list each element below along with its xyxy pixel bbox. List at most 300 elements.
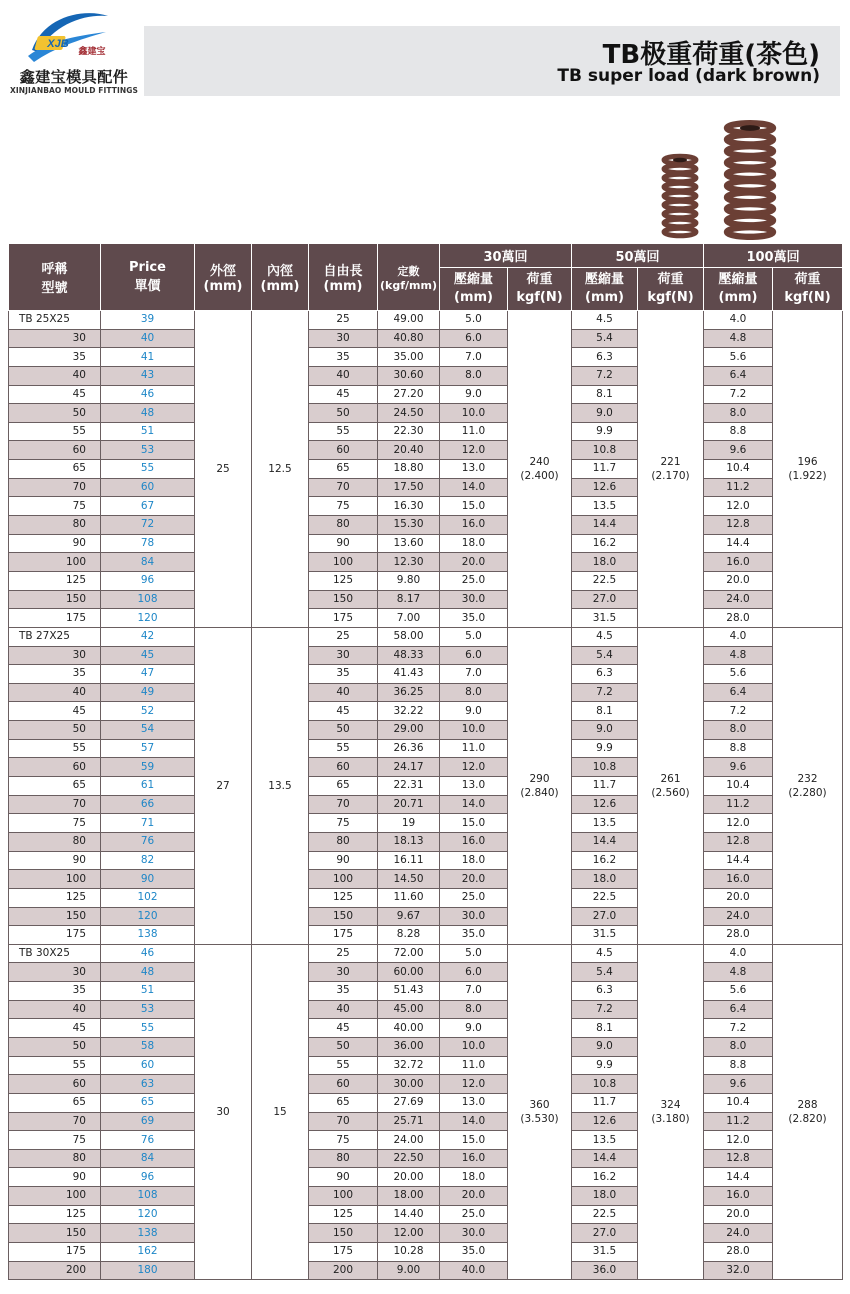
cell-deflection-30: 7.0 [440,665,508,684]
table-row [9,888,843,907]
cell-outer-diameter: 25 [195,311,252,628]
cell-deflection-50: 22.5 [572,888,638,907]
table-row [9,870,843,889]
cell-model: 100 [9,553,101,572]
cell-price: 52 [101,702,195,721]
cell-deflection-50: 4.5 [572,311,638,330]
cell-deflection-50: 6.3 [572,665,638,684]
cell-model: TB 25X25 [9,311,101,330]
cell-model: 40 [9,1000,101,1019]
table-row [9,1000,843,1019]
cell-price: 108 [101,590,195,609]
cell-free-length: 40 [309,1000,378,1019]
cell-deflection-30: 16.0 [440,1149,508,1168]
cell-deflection-50: 13.5 [572,814,638,833]
cell-price: 108 [101,1187,195,1206]
cell-constant: 35.00 [378,348,440,367]
cell-price: 138 [101,1224,195,1243]
cell-deflection-30: 25.0 [440,888,508,907]
cell-free-length: 75 [309,814,378,833]
col-header-model: 呼稱 型號 [9,244,101,311]
cell-constant: 22.50 [378,1149,440,1168]
cell-deflection-50: 4.5 [572,627,638,646]
cell-price: 48 [101,963,195,982]
cell-deflection-30: 35.0 [440,1243,508,1262]
cell-deflection-50: 7.2 [572,366,638,385]
cell-model: 100 [9,1187,101,1206]
cell-deflection-100: 28.0 [704,1243,773,1262]
table-row [9,1037,843,1056]
cell-free-length: 90 [309,534,378,553]
cell-deflection-30: 20.0 [440,553,508,572]
cell-model: 50 [9,404,101,423]
cell-deflection-100: 14.4 [704,1168,773,1187]
cell-constant: 20.71 [378,795,440,814]
cell-deflection-100: 10.4 [704,460,773,479]
cell-deflection-100: 5.6 [704,982,773,1001]
cell-price: 51 [101,982,195,1001]
cell-free-length: 55 [309,422,378,441]
cell-deflection-30: 7.0 [440,348,508,367]
cell-price: 58 [101,1037,195,1056]
cell-deflection-100: 9.6 [704,758,773,777]
cell-constant: 13.60 [378,534,440,553]
cell-constant: 24.17 [378,758,440,777]
cell-free-length: 175 [309,926,378,945]
table-row [9,1056,843,1075]
cell-constant: 9.00 [378,1261,440,1280]
cell-deflection-30: 18.0 [440,1168,508,1187]
table-row [9,646,843,665]
table-row [9,1243,843,1262]
cell-inner-diameter: 15 [252,944,309,1280]
cell-price: 120 [101,609,195,628]
cell-model: 150 [9,907,101,926]
table-row [9,366,843,385]
cell-deflection-50: 5.4 [572,646,638,665]
cell-deflection-30: 20.0 [440,1187,508,1206]
cell-model: 175 [9,1243,101,1262]
cell-model: 45 [9,385,101,404]
cell-deflection-50: 18.0 [572,553,638,572]
cell-deflection-30: 30.0 [440,1224,508,1243]
col-header-price: Price 單價 [101,244,195,311]
cell-deflection-100: 14.4 [704,851,773,870]
cell-free-length: 200 [309,1261,378,1280]
cell-load-30: 360 (3.530) [508,944,572,1280]
cell-deflection-30: 10.0 [440,404,508,423]
table-row [9,1112,843,1131]
table-row [9,311,843,330]
cell-price: 53 [101,1000,195,1019]
cell-constant: 18.80 [378,460,440,479]
cell-free-length: 25 [309,311,378,330]
cell-deflection-50: 13.5 [572,497,638,516]
cell-deflection-50: 10.8 [572,1075,638,1094]
cell-free-length: 50 [309,1037,378,1056]
cell-model: 90 [9,1168,101,1187]
brand-name-cn: 鑫建宝模具配件 [19,68,129,86]
cell-constant: 22.31 [378,777,440,796]
cell-deflection-100: 4.8 [704,329,773,348]
cell-load-50: 221 (2.170) [638,311,704,628]
table-row [9,1168,843,1187]
cell-constant: 18.13 [378,832,440,851]
coil-spring-icon [650,110,830,240]
cell-free-length: 60 [309,758,378,777]
cell-model: 45 [9,1019,101,1038]
cell-deflection-50: 14.4 [572,516,638,535]
cell-price: 120 [101,1205,195,1224]
cell-deflection-100: 8.8 [704,739,773,758]
cell-deflection-100: 16.0 [704,1187,773,1206]
cell-model: 70 [9,795,101,814]
cell-free-length: 35 [309,348,378,367]
col-header-deflection-30: 壓縮量 (mm) [440,268,508,311]
cell-free-length: 80 [309,832,378,851]
cell-model: 55 [9,1056,101,1075]
table-row [9,758,843,777]
cell-free-length: 30 [309,963,378,982]
cell-model: 70 [9,1112,101,1131]
cell-free-length: 25 [309,944,378,963]
cell-deflection-100: 32.0 [704,1261,773,1280]
cell-constant: 36.25 [378,683,440,702]
cell-model: 65 [9,1093,101,1112]
cell-constant: 24.00 [378,1131,440,1150]
cell-deflection-100: 28.0 [704,609,773,628]
col-header-deflection-50: 壓縮量 (mm) [572,268,638,311]
cell-model: 75 [9,1131,101,1150]
cell-constant: 30.60 [378,366,440,385]
cell-price: 45 [101,646,195,665]
cell-deflection-100: 20.0 [704,1205,773,1224]
svg-text:鑫建宝: 鑫建宝 [78,47,106,57]
col-group-30: 30萬回 [440,244,572,268]
cell-price: 76 [101,1131,195,1150]
cell-deflection-50: 22.5 [572,1205,638,1224]
cell-deflection-30: 6.0 [440,963,508,982]
table-row [9,944,843,963]
cell-deflection-50: 12.6 [572,1112,638,1131]
cell-price: 49 [101,683,195,702]
cell-constant: 32.22 [378,702,440,721]
cell-free-length: 125 [309,571,378,590]
cell-deflection-100: 12.8 [704,832,773,851]
cell-constant: 45.00 [378,1000,440,1019]
cell-load-30: 240 (2.400) [508,311,572,628]
cell-deflection-100: 12.8 [704,1149,773,1168]
cell-deflection-30: 13.0 [440,1093,508,1112]
cell-free-length: 150 [309,590,378,609]
cell-model: 40 [9,366,101,385]
cell-free-length: 45 [309,385,378,404]
cell-deflection-50: 11.7 [572,1093,638,1112]
cell-free-length: 40 [309,683,378,702]
col-header-od: 外徑 (mm) [195,244,252,311]
cell-constant: 7.00 [378,609,440,628]
cell-deflection-50: 13.5 [572,1131,638,1150]
cell-constant: 8.17 [378,590,440,609]
cell-load-50: 324 (3.180) [638,944,704,1280]
cell-deflection-30: 5.0 [440,311,508,330]
cell-price: 69 [101,1112,195,1131]
cell-model: 55 [9,739,101,758]
table-row [9,739,843,758]
col-header-load-50: 荷重 kgf(N) [638,268,704,311]
cell-constant: 27.69 [378,1093,440,1112]
table-row [9,1187,843,1206]
cell-constant: 16.11 [378,851,440,870]
cell-free-length: 65 [309,460,378,479]
cell-free-length: 75 [309,1131,378,1150]
cell-price: 54 [101,721,195,740]
cell-deflection-50: 18.0 [572,870,638,889]
col-header-deflection-100: 壓縮量 (mm) [704,268,773,311]
cell-deflection-30: 30.0 [440,907,508,926]
table-row [9,422,843,441]
cell-deflection-100: 6.4 [704,1000,773,1019]
table-row [9,814,843,833]
cell-free-length: 80 [309,516,378,535]
col-header-load-30: 荷重 kgf(N) [508,268,572,311]
cell-model: 80 [9,1149,101,1168]
cell-deflection-30: 9.0 [440,1019,508,1038]
table-row [9,627,843,646]
cell-constant: 9.67 [378,907,440,926]
cell-price: 48 [101,404,195,423]
cell-free-length: 150 [309,1224,378,1243]
cell-free-length: 175 [309,609,378,628]
cell-price: 84 [101,553,195,572]
cell-deflection-100: 6.4 [704,683,773,702]
cell-deflection-50: 9.0 [572,404,638,423]
cell-price: 65 [101,1093,195,1112]
cell-model: 150 [9,1224,101,1243]
cell-deflection-50: 6.3 [572,982,638,1001]
cell-free-length: 30 [309,329,378,348]
cell-deflection-50: 10.8 [572,441,638,460]
cell-constant: 20.40 [378,441,440,460]
table-row [9,982,843,1001]
spec-table-body [9,311,843,1280]
cell-deflection-30: 10.0 [440,721,508,740]
table-row [9,1149,843,1168]
cell-deflection-30: 30.0 [440,590,508,609]
table-row [9,1261,843,1280]
page-title-en: TB super load (dark brown) [557,66,820,86]
cell-deflection-100: 11.2 [704,478,773,497]
table-row [9,571,843,590]
cell-deflection-100: 4.0 [704,311,773,330]
cell-model: 30 [9,963,101,982]
cell-free-length: 75 [309,497,378,516]
spring-image [650,110,830,244]
table-row [9,441,843,460]
cell-deflection-50: 5.4 [572,329,638,348]
cell-deflection-30: 25.0 [440,1205,508,1224]
cell-deflection-100: 10.4 [704,1093,773,1112]
cell-deflection-30: 13.0 [440,777,508,796]
cell-deflection-30: 5.0 [440,627,508,646]
cell-deflection-100: 4.8 [704,646,773,665]
cell-constant: 49.00 [378,311,440,330]
cell-model: 125 [9,1205,101,1224]
cell-deflection-100: 8.8 [704,422,773,441]
cell-constant: 25.71 [378,1112,440,1131]
cell-model: 80 [9,516,101,535]
cell-price: 47 [101,665,195,684]
cell-deflection-100: 6.4 [704,366,773,385]
table-row [9,1131,843,1150]
cell-constant: 51.43 [378,982,440,1001]
cell-deflection-50: 16.2 [572,534,638,553]
cell-price: 66 [101,795,195,814]
cell-constant: 48.33 [378,646,440,665]
cell-deflection-100: 4.8 [704,963,773,982]
cell-deflection-100: 14.4 [704,534,773,553]
cell-deflection-30: 9.0 [440,702,508,721]
cell-deflection-50: 14.4 [572,832,638,851]
cell-price: 82 [101,851,195,870]
cell-deflection-30: 15.0 [440,497,508,516]
cell-constant: 40.80 [378,329,440,348]
cell-price: 59 [101,758,195,777]
cell-deflection-50: 7.2 [572,1000,638,1019]
cell-constant: 24.50 [378,404,440,423]
cell-deflection-50: 12.6 [572,478,638,497]
cell-price: 42 [101,627,195,646]
cell-free-length: 90 [309,851,378,870]
cell-constant: 30.00 [378,1075,440,1094]
title-banner [144,26,840,96]
svg-text:XJB: XJB [47,38,69,50]
table-row [9,832,843,851]
cell-deflection-30: 25.0 [440,571,508,590]
cell-deflection-100: 24.0 [704,590,773,609]
cell-deflection-100: 28.0 [704,926,773,945]
cell-deflection-50: 9.9 [572,422,638,441]
table-row [9,721,843,740]
xjb-logo-icon [24,6,114,68]
table-row [9,1075,843,1094]
cell-load-50: 261 (2.560) [638,627,704,944]
cell-deflection-100: 12.0 [704,497,773,516]
cell-deflection-50: 11.7 [572,460,638,479]
cell-deflection-30: 15.0 [440,1131,508,1150]
table-row [9,534,843,553]
cell-model: 35 [9,348,101,367]
cell-deflection-50: 18.0 [572,1187,638,1206]
cell-price: 46 [101,385,195,404]
table-row [9,777,843,796]
cell-model: 50 [9,721,101,740]
cell-price: 71 [101,814,195,833]
cell-price: 53 [101,441,195,460]
cell-deflection-100: 10.4 [704,777,773,796]
cell-free-length: 55 [309,739,378,758]
cell-deflection-30: 10.0 [440,1037,508,1056]
cell-deflection-100: 11.2 [704,1112,773,1131]
cell-inner-diameter: 13.5 [252,627,309,944]
cell-free-length: 100 [309,870,378,889]
cell-deflection-100: 12.0 [704,1131,773,1150]
cell-model: 35 [9,665,101,684]
cell-price: 84 [101,1149,195,1168]
cell-constant: 26.36 [378,739,440,758]
cell-deflection-50: 27.0 [572,907,638,926]
cell-deflection-30: 8.0 [440,1000,508,1019]
cell-price: 39 [101,311,195,330]
cell-deflection-50: 14.4 [572,1149,638,1168]
cell-deflection-50: 9.9 [572,739,638,758]
cell-price: 102 [101,888,195,907]
table-row [9,404,843,423]
cell-deflection-50: 27.0 [572,590,638,609]
cell-deflection-50: 8.1 [572,702,638,721]
cell-free-length: 40 [309,366,378,385]
cell-deflection-50: 6.3 [572,348,638,367]
cell-deflection-50: 16.2 [572,851,638,870]
cell-model: 150 [9,590,101,609]
cell-constant: 19 [378,814,440,833]
cell-free-length: 65 [309,777,378,796]
cell-constant: 18.00 [378,1187,440,1206]
cell-free-length: 70 [309,1112,378,1131]
table-row [9,795,843,814]
cell-deflection-30: 8.0 [440,366,508,385]
cell-model: 175 [9,926,101,945]
cell-model: 75 [9,814,101,833]
cell-deflection-100: 20.0 [704,571,773,590]
cell-price: 60 [101,478,195,497]
cell-deflection-100: 8.0 [704,721,773,740]
cell-free-length: 50 [309,721,378,740]
cell-model: 80 [9,832,101,851]
cell-model: 65 [9,460,101,479]
cell-price: 96 [101,1168,195,1187]
cell-deflection-50: 11.7 [572,777,638,796]
cell-deflection-30: 5.0 [440,944,508,963]
cell-deflection-100: 7.2 [704,702,773,721]
table-row [9,385,843,404]
cell-deflection-30: 7.0 [440,982,508,1001]
cell-deflection-50: 36.0 [572,1261,638,1280]
cell-constant: 14.40 [378,1205,440,1224]
cell-model: 40 [9,683,101,702]
cell-deflection-100: 16.0 [704,870,773,889]
cell-deflection-100: 12.0 [704,814,773,833]
cell-price: 180 [101,1261,195,1280]
cell-model: 175 [9,609,101,628]
cell-model: 60 [9,758,101,777]
cell-price: 43 [101,366,195,385]
table-row [9,926,843,945]
cell-deflection-50: 10.8 [572,758,638,777]
cell-model: 35 [9,982,101,1001]
cell-deflection-30: 14.0 [440,478,508,497]
cell-free-length: 50 [309,404,378,423]
cell-free-length: 65 [309,1093,378,1112]
cell-deflection-100: 20.0 [704,888,773,907]
cell-deflection-30: 11.0 [440,422,508,441]
cell-model: 60 [9,441,101,460]
cell-free-length: 55 [309,1056,378,1075]
cell-load-100: 232 (2.280) [773,627,843,944]
cell-model: 90 [9,851,101,870]
cell-model: 75 [9,497,101,516]
cell-outer-diameter: 30 [195,944,252,1280]
